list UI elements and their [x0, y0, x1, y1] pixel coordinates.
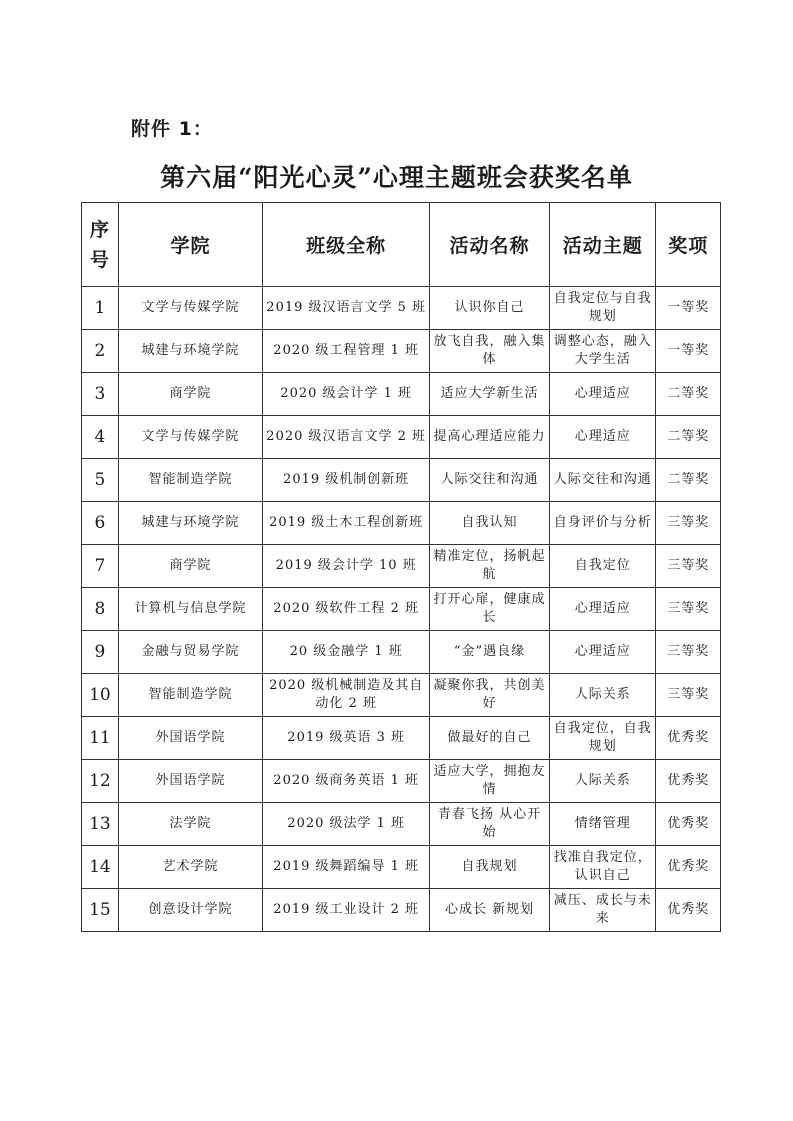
cell-college: 商学院: [118, 545, 262, 588]
attachment-label: 附件 1：: [131, 118, 213, 140]
cell-serial-number: 14: [82, 846, 119, 889]
cell-serial-number: 4: [82, 416, 119, 459]
cell-activity: 心成长 新规划: [430, 889, 550, 932]
cell-theme: 心理适应: [549, 416, 656, 459]
cell-activity: 打开心扉，健康成长: [430, 588, 550, 631]
cell-activity: 自我规划: [430, 846, 550, 889]
cell-class: 2020 级工程管理 1 班: [263, 330, 430, 373]
cell-class: 2020 级会计学 1 班: [263, 373, 430, 416]
cell-serial-number: 15: [82, 889, 119, 932]
table-row: [82, 416, 721, 459]
cell-theme: 找准自我定位，认识自己: [549, 846, 656, 889]
cell-college: 文学与传媒学院: [118, 287, 262, 330]
cell-activity: 自我认知: [430, 502, 550, 545]
cell-serial-number: 3: [82, 373, 119, 416]
cell-theme: 心理适应: [549, 373, 656, 416]
cell-serial-number: 12: [82, 760, 119, 803]
cell-college: 金融与贸易学院: [118, 631, 262, 674]
cell-activity: “金”遇良缘: [430, 631, 550, 674]
table-row: [82, 545, 721, 588]
cell-class: 2019 级汉语言文学 5 班: [263, 287, 430, 330]
cell-college: 城建与环境学院: [118, 330, 262, 373]
table-row: [82, 760, 721, 803]
cell-theme: 自我定位: [549, 545, 656, 588]
cell-theme: 人际关系: [549, 760, 656, 803]
table-row: [82, 674, 721, 717]
table-row: [82, 502, 721, 545]
cell-award: 二等奖: [656, 459, 721, 502]
cell-award: 优秀奖: [656, 889, 721, 932]
awards-table: [81, 202, 721, 932]
cell-serial-number: 5: [82, 459, 119, 502]
table-row: [82, 889, 721, 932]
cell-award: 二等奖: [656, 416, 721, 459]
header-serial-line1: 序: [89, 218, 110, 241]
cell-award: 优秀奖: [656, 760, 721, 803]
cell-class: 2020 级软件工程 2 班: [263, 588, 430, 631]
header-theme: 活动主题: [549, 203, 656, 287]
cell-college: 计算机与信息学院: [118, 588, 262, 631]
cell-theme: 自我定位与自我规划: [549, 287, 656, 330]
cell-class: 2020 级法学 1 班: [263, 803, 430, 846]
cell-class: 2019 级土木工程创新班: [263, 502, 430, 545]
cell-college: 商学院: [118, 373, 262, 416]
cell-serial-number: 13: [82, 803, 119, 846]
table-row: [82, 631, 721, 674]
cell-class: 2019 级英语 3 班: [263, 717, 430, 760]
table-row: [82, 588, 721, 631]
cell-serial-number: 6: [82, 502, 119, 545]
table-header-row: [82, 203, 721, 287]
cell-class: 2020 级机械制造及其自动化 2 班: [263, 674, 430, 717]
cell-award: 三等奖: [656, 588, 721, 631]
table-row: [82, 717, 721, 760]
cell-theme: 情绪管理: [549, 803, 656, 846]
cell-class: 2019 级舞蹈编导 1 班: [263, 846, 430, 889]
cell-college: 创意设计学院: [118, 889, 262, 932]
cell-serial-number: 8: [82, 588, 119, 631]
cell-activity: 青春飞扬 从心开始: [430, 803, 550, 846]
cell-class: 2019 级会计学 10 班: [263, 545, 430, 588]
cell-activity: 人际交往和沟通: [430, 459, 550, 502]
cell-class: 2020 级商务英语 1 班: [263, 760, 430, 803]
cell-award: 一等奖: [656, 287, 721, 330]
cell-activity: 认识你自己: [430, 287, 550, 330]
cell-activity: 适应大学，拥抱友情: [430, 760, 550, 803]
cell-class: 20 级金融学 1 班: [263, 631, 430, 674]
table-row: [82, 373, 721, 416]
table-row: [82, 803, 721, 846]
cell-theme: 人际关系: [549, 674, 656, 717]
cell-award: 三等奖: [656, 502, 721, 545]
table-row: [82, 459, 721, 502]
cell-award: 一等奖: [656, 330, 721, 373]
cell-serial-number: 9: [82, 631, 119, 674]
cell-theme: 调整心态，融入大学生活: [549, 330, 656, 373]
cell-serial-number: 10: [82, 674, 119, 717]
cell-award: 二等奖: [656, 373, 721, 416]
cell-activity: 放飞自我，融入集体: [430, 330, 550, 373]
cell-award: 三等奖: [656, 631, 721, 674]
cell-award: 优秀奖: [656, 717, 721, 760]
cell-award: 三等奖: [656, 674, 721, 717]
header-serial-line2: 号: [89, 248, 110, 271]
cell-college: 艺术学院: [118, 846, 262, 889]
table-row: [82, 846, 721, 889]
header-activity: 活动名称: [430, 203, 550, 287]
header-award: 奖项: [656, 203, 721, 287]
cell-award: 优秀奖: [656, 846, 721, 889]
cell-college: 智能制造学院: [118, 459, 262, 502]
cell-activity: 适应大学新生活: [430, 373, 550, 416]
table-row: [82, 330, 721, 373]
header-college: 学院: [118, 203, 262, 287]
cell-award: 优秀奖: [656, 803, 721, 846]
cell-theme: 心理适应: [549, 588, 656, 631]
cell-class: 2019 级机制创新班: [263, 459, 430, 502]
cell-serial-number: 2: [82, 330, 119, 373]
cell-activity: 精准定位，扬帆起航: [430, 545, 550, 588]
cell-serial-number: 11: [82, 717, 119, 760]
cell-college: 文学与传媒学院: [118, 416, 262, 459]
cell-activity: 提高心理适应能力: [430, 416, 550, 459]
cell-theme: 心理适应: [549, 631, 656, 674]
document-title: 第六届“阳光心灵”心理主题班会获奖名单: [160, 163, 633, 192]
cell-theme: 自身评价与分析: [549, 502, 656, 545]
cell-college: 智能制造学院: [118, 674, 262, 717]
cell-theme: 人际交往和沟通: [549, 459, 656, 502]
cell-class: 2020 级汉语言文学 2 班: [263, 416, 430, 459]
cell-theme: 减压、成长与未来: [549, 889, 656, 932]
cell-college: 外国语学院: [118, 760, 262, 803]
cell-activity: 凝聚你我，共创美好: [430, 674, 550, 717]
table-row: [82, 287, 721, 330]
cell-activity: 做最好的自己: [430, 717, 550, 760]
cell-serial-number: 7: [82, 545, 119, 588]
cell-class: 2019 级工业设计 2 班: [263, 889, 430, 932]
header-serial-number: [82, 203, 119, 287]
cell-college: 城建与环境学院: [118, 502, 262, 545]
header-class: 班级全称: [263, 203, 430, 287]
cell-award: 三等奖: [656, 545, 721, 588]
cell-college: 外国语学院: [118, 717, 262, 760]
cell-college: 法学院: [118, 803, 262, 846]
cell-theme: 自我定位，自我规划: [549, 717, 656, 760]
cell-serial-number: 1: [82, 287, 119, 330]
